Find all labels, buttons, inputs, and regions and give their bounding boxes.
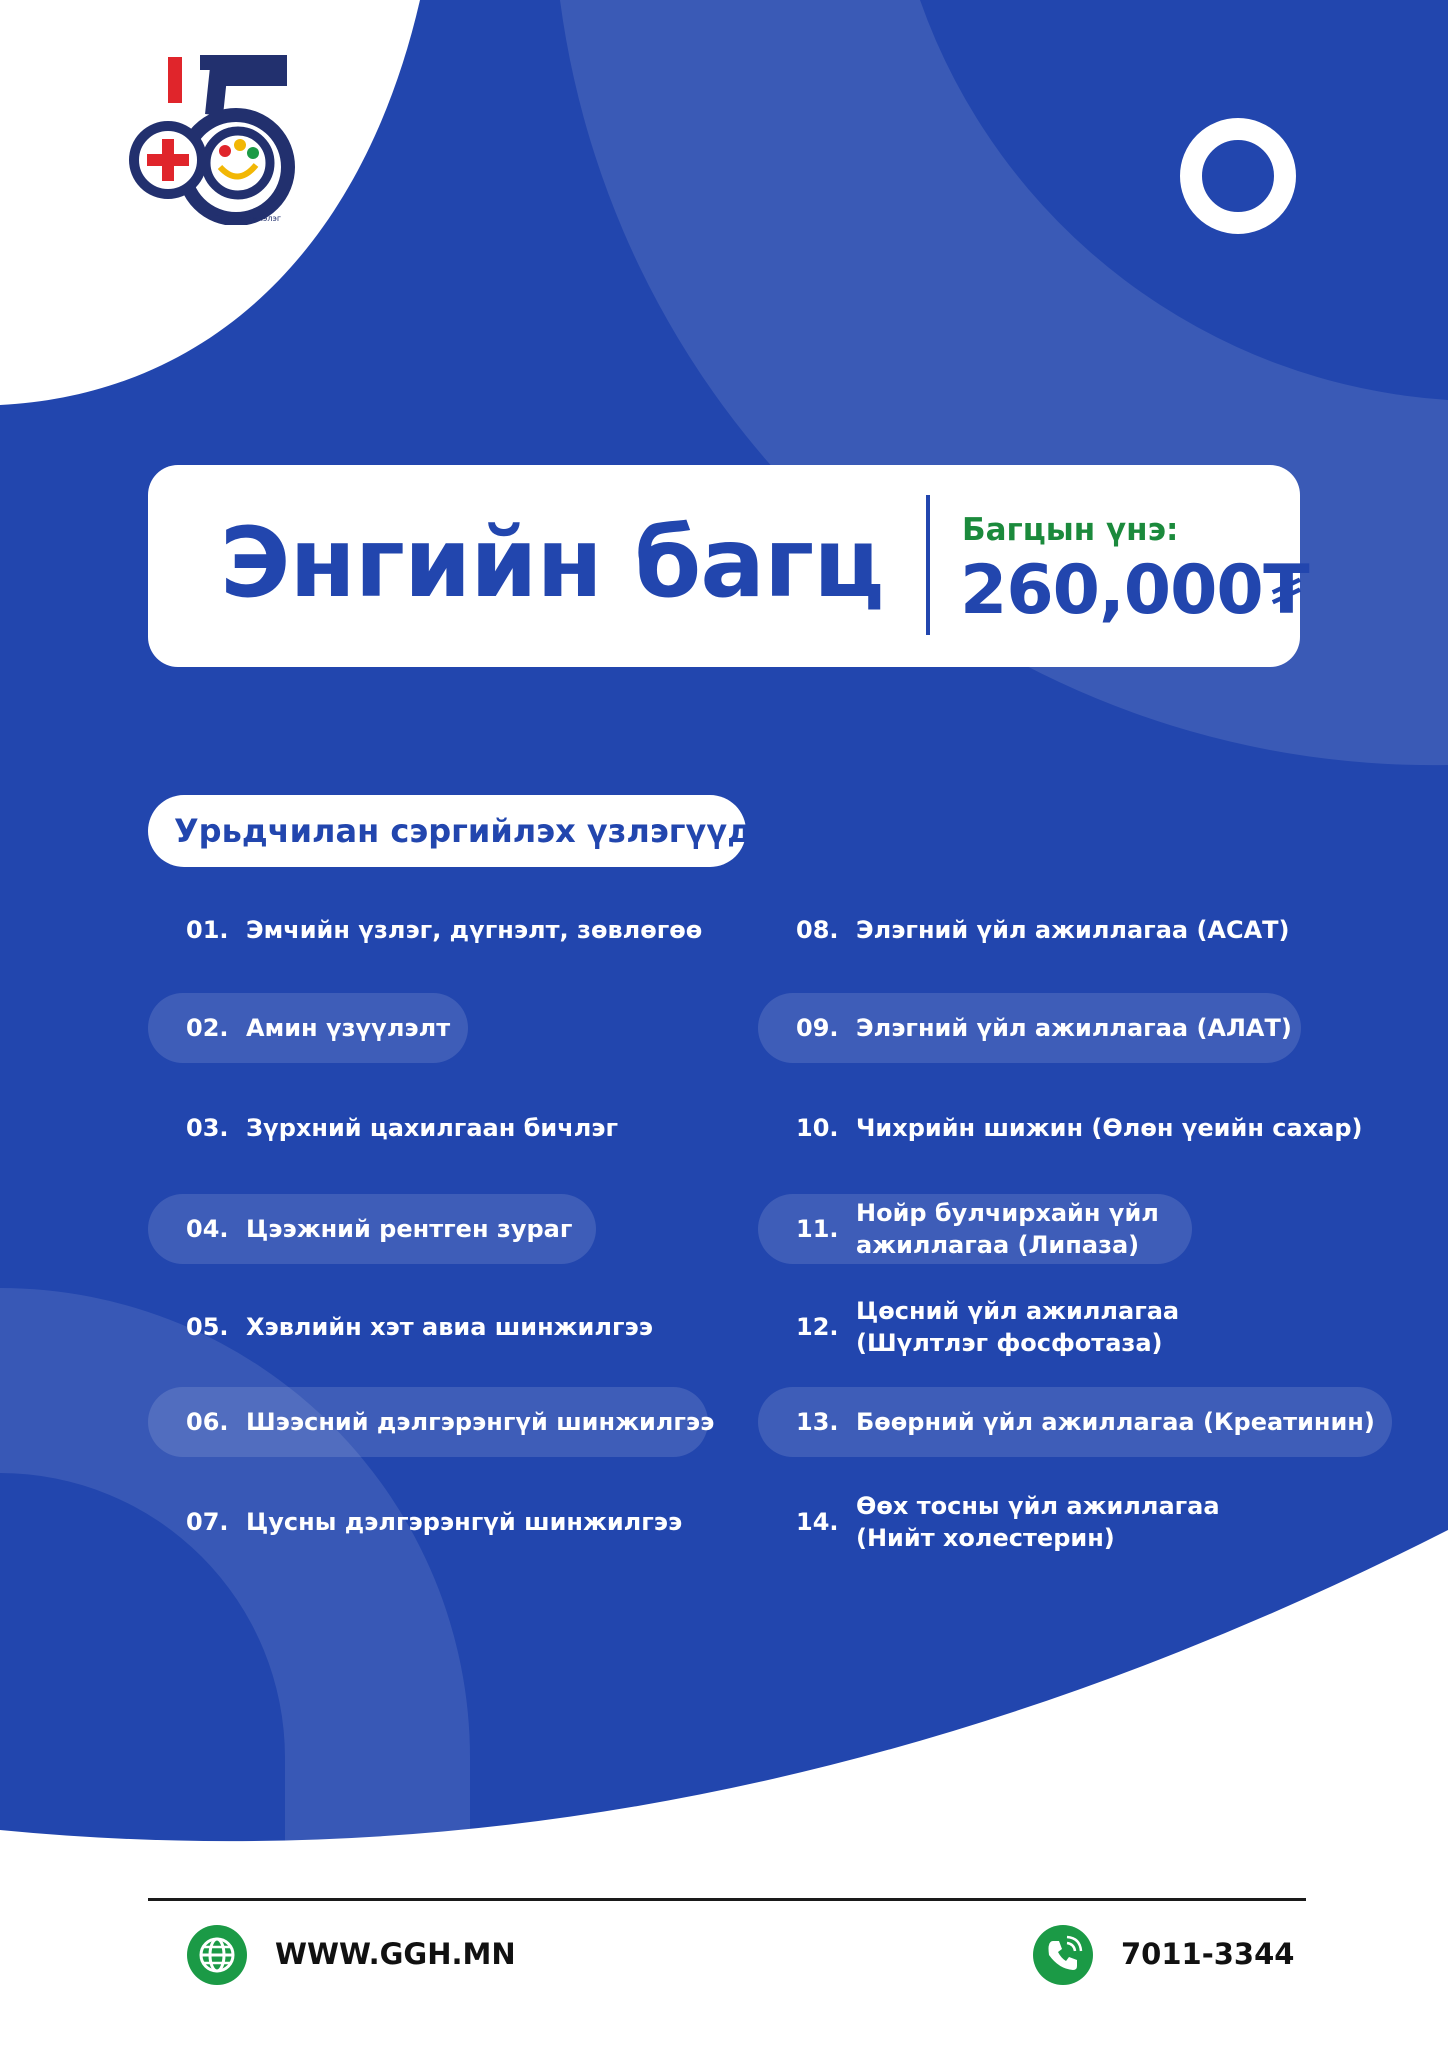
item-text: Бөөрний үйл ажиллагаа (Креатинин) [856,1408,1375,1436]
list-item [758,1194,1192,1264]
list-item [758,1387,1392,1457]
list-item [148,993,468,1063]
item-number: 07. [186,1508,229,1536]
item-number: 09. [796,1014,839,1042]
item-number: 13. [796,1408,839,1436]
item-number: 02. [186,1014,229,1042]
section-header [148,795,754,867]
item-number: 04. [186,1215,229,1243]
item-text-line: Нойр булчирхайн үйл [856,1199,1159,1227]
price-label: Багцын үнэ: [962,512,1179,548]
item-number: 08. [796,916,839,944]
list-item [758,993,1301,1063]
list-item [148,895,748,965]
item-number: 11. [796,1215,839,1243]
item-text: Шээсний дэлгэрэнгүй шинжилгээ [246,1408,715,1436]
item-text-line: (Нийт холестерин) [856,1524,1115,1552]
item-text: Цусны дэлгэрэнгүй шинжилгээ [246,1508,683,1536]
item-number: 03. [186,1114,229,1142]
price-value: 260,000₮ [960,551,1310,630]
section-title: Урьдчилан сэргийлэх үзлэгүүд [174,812,754,850]
item-text-line: (Шүлтлэг фосфотаза) [856,1329,1163,1357]
list-item [758,895,1398,965]
list-item [758,1487,1398,1557]
item-text: Чихрийн шижин (Өлөн үеийн сахар) [856,1114,1363,1142]
item-number: 10. [796,1114,839,1142]
item-text [856,1295,1179,1359]
item-text: Зүрхний цахилгаан бичлэг [246,1114,619,1142]
phone-icon [1033,1925,1093,1985]
item-number: 01. [186,916,229,944]
globe-icon [187,1925,247,1985]
list-item [758,1292,1398,1362]
item-text [856,1490,1220,1554]
logo-caption: Энэрэл эмнэлэг [214,214,282,223]
item-text: Эмчийн үзлэг, дүгнэлт, зөвлөгөө [246,916,703,944]
item-text: Элэгний үйл ажиллагаа (АСАТ) [856,916,1290,944]
phone-number[interactable]: 7011-3344 [1121,1937,1295,1971]
hospital-logo [128,55,308,225]
list-item [758,1093,1418,1163]
item-text: Хэвлийн хэт авиа шинжилгээ [246,1313,653,1341]
item-number: 12. [796,1313,839,1341]
package-title: Энгийн багц [220,507,884,619]
footer-divider [148,1898,1306,1901]
list-item [148,1194,596,1264]
item-number: 14. [796,1508,839,1536]
list-item [148,1292,748,1362]
item-number: 05. [186,1313,229,1341]
list-item [148,1093,748,1163]
title-divider [926,495,930,635]
list-item [148,1387,715,1457]
item-text: Цээжний рентген зураг [246,1215,573,1243]
item-text [856,1197,1159,1261]
package-card [148,465,1310,667]
item-text-line: Өөх тосны үйл ажиллагаа [856,1492,1220,1520]
website-link[interactable]: WWW.GGH.MN [275,1937,516,1971]
list-item [148,1487,748,1557]
item-text: Элэгний үйл ажиллагаа (АЛАТ) [856,1014,1292,1042]
item-text-line: Цөсний үйл ажиллагаа [856,1297,1180,1325]
item-text-line: ажиллагаа (Липаза) [856,1231,1140,1259]
item-number: 06. [186,1408,229,1436]
item-text: Амин үзүүлэлт [246,1014,451,1042]
